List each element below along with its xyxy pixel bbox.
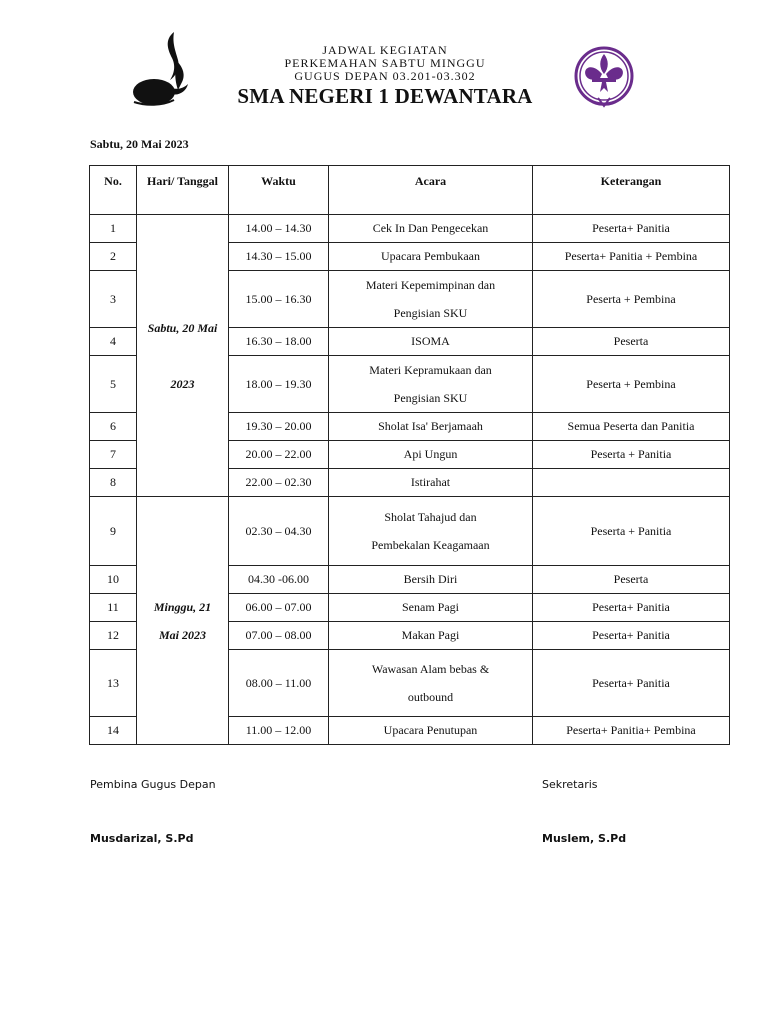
day-cell-sunday — [137, 497, 229, 745]
day2-line1: Minggu, 21 — [153, 599, 212, 614]
header-event: Acara — [329, 166, 533, 215]
row-note: Peserta + Pembina — [533, 271, 730, 328]
doc-title: JADWAL KEGIATAN — [322, 43, 448, 57]
row-no: 4 — [90, 328, 137, 356]
signature-left-title: Pembina Gugus Depan — [90, 778, 216, 791]
row-time: 22.00 – 02.30 — [229, 469, 329, 497]
signature-right-name: Muslem, S.Pd — [542, 832, 627, 845]
day1-line2: 2023 — [170, 376, 195, 391]
table-row — [90, 497, 730, 566]
table-row — [90, 215, 730, 243]
doc-gugus: GUGUS DEPAN 03.201-03.302 — [294, 69, 476, 83]
row-event-line2: Pembekalan Keagamaan — [371, 538, 490, 552]
row-no: 13 — [90, 650, 137, 717]
row-event-line1: Materi Kepramukaan dan — [369, 363, 492, 377]
day-cell-saturday — [137, 215, 229, 497]
row-time: 04.30 -06.00 — [229, 566, 329, 594]
row-note: Peserta+ Panitia — [533, 215, 730, 243]
row-time: 15.00 – 16.30 — [229, 271, 329, 328]
row-time: 19.30 – 20.00 — [229, 413, 329, 441]
row-note: Peserta + Panitia — [533, 497, 730, 566]
row-event: ISOMA — [329, 328, 533, 356]
row-time: 14.00 – 14.30 — [229, 215, 329, 243]
row-note: Peserta — [533, 566, 730, 594]
row-no: 2 — [90, 243, 137, 271]
row-no: 7 — [90, 441, 137, 469]
date-line: Sabtu, 20 Mai 2023 — [90, 137, 189, 151]
row-event: Api Ungun — [329, 441, 533, 469]
row-time: 06.00 – 07.00 — [229, 594, 329, 622]
row-event: Sholat Isa' Berjamaah — [329, 413, 533, 441]
row-time: 18.00 – 19.30 — [229, 356, 329, 413]
row-note: Peserta+ Panitia — [533, 622, 730, 650]
header-time: Waktu — [229, 166, 329, 215]
row-time: 20.00 – 22.00 — [229, 441, 329, 469]
row-time: 07.00 – 08.00 — [229, 622, 329, 650]
row-no: 11 — [90, 594, 137, 622]
schedule-table — [89, 165, 730, 745]
row-event — [329, 650, 533, 717]
row-note: Semua Peserta dan Panitia — [533, 413, 730, 441]
row-event: Senam Pagi — [329, 594, 533, 622]
row-event: Upacara Pembukaan — [329, 243, 533, 271]
tunas-kelapa-logo-icon — [130, 30, 190, 108]
row-note: Peserta + Pembina — [533, 356, 730, 413]
row-note: Peserta+ Panitia — [533, 594, 730, 622]
day1-line1: Sabtu, 20 Mai — [147, 320, 218, 335]
header-note: Keterangan — [533, 166, 730, 215]
table-header-row — [90, 166, 730, 215]
row-no: 8 — [90, 469, 137, 497]
row-event-line1: Materi Kepemimpinan dan — [365, 278, 496, 292]
signature-left-name: Musdarizal, S.Pd — [90, 832, 194, 845]
row-no: 12 — [90, 622, 137, 650]
row-no: 3 — [90, 271, 137, 328]
row-event-line1: Wawasan Alam bebas & — [371, 662, 490, 676]
row-no: 1 — [90, 215, 137, 243]
row-event — [329, 497, 533, 566]
row-event: Cek In Dan Pengecekan — [329, 215, 533, 243]
row-event: Istirahat — [329, 469, 533, 497]
row-time: 11.00 – 12.00 — [229, 717, 329, 745]
row-note: Peserta — [533, 328, 730, 356]
row-event — [329, 271, 533, 328]
header-day: Hari/ Tanggal — [137, 166, 229, 215]
row-event: Upacara Penutupan — [329, 717, 533, 745]
row-time: 14.30 – 15.00 — [229, 243, 329, 271]
row-time: 08.00 – 11.00 — [229, 650, 329, 717]
row-event-line2: Pengisian SKU — [393, 306, 468, 320]
row-note: Peserta + Panitia — [533, 441, 730, 469]
row-no: 9 — [90, 497, 137, 566]
row-event-line2: outbound — [407, 690, 454, 704]
row-no: 6 — [90, 413, 137, 441]
row-event: Makan Pagi — [329, 622, 533, 650]
row-event-line1: Sholat Tahajud dan — [384, 510, 477, 524]
day2-line2: Mai 2023 — [158, 627, 206, 642]
row-note — [533, 469, 730, 497]
row-time: 02.30 – 04.30 — [229, 497, 329, 566]
header-no: No. — [90, 166, 137, 215]
school-name: SMA NEGERI 1 DEWANTARA — [237, 84, 533, 108]
row-event — [329, 356, 533, 413]
signature-right-title: Sekretaris — [542, 778, 598, 791]
scout-fleur-de-lis-emblem-icon — [572, 46, 636, 110]
row-no: 5 — [90, 356, 137, 413]
row-event-line2: Pengisian SKU — [393, 391, 468, 405]
row-note: Peserta+ Panitia + Pembina — [533, 243, 730, 271]
doc-subtitle: PERKEMAHAN SABTU MINGGU — [284, 56, 486, 70]
row-time: 16.30 – 18.00 — [229, 328, 329, 356]
row-event: Bersih Diri — [329, 566, 533, 594]
row-note: Peserta+ Panitia — [533, 650, 730, 717]
row-no: 10 — [90, 566, 137, 594]
row-note: Peserta+ Panitia+ Pembina — [533, 717, 730, 745]
row-no: 14 — [90, 717, 137, 745]
